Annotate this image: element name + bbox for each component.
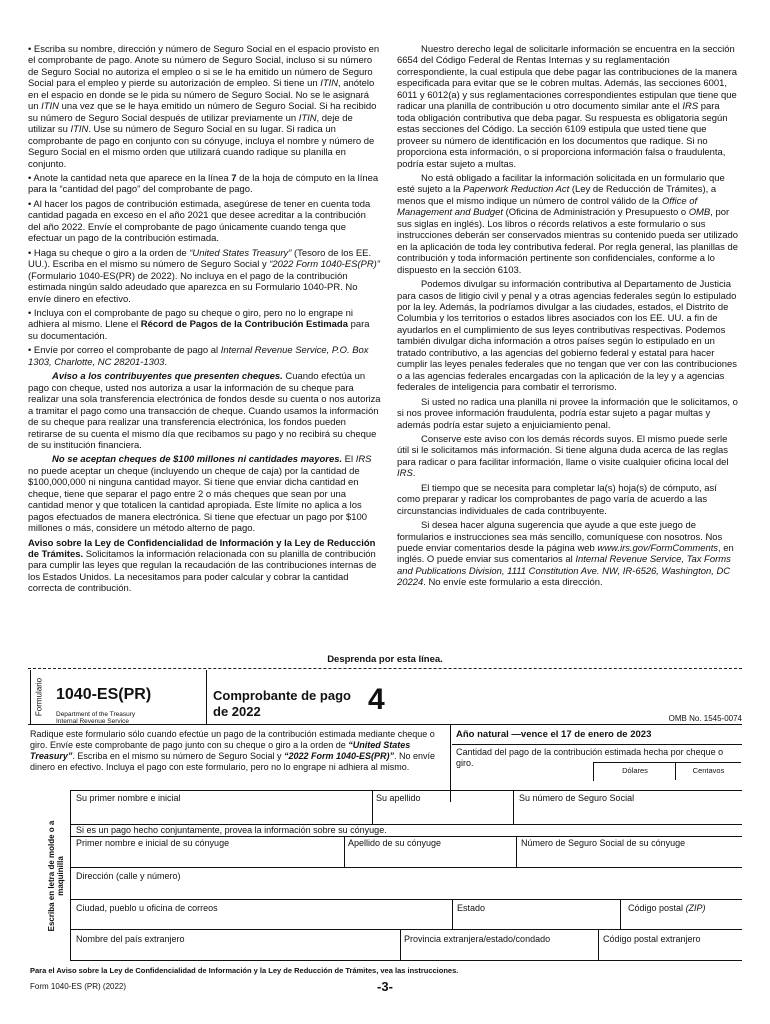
voucher-title-line2: de 2022 xyxy=(213,704,261,719)
text-run: para toda obligación contributiva que deba pagar. Su respuesta es obligatoria según estas secciones del Código. La sección 6109 estipula que usted tiene que proveer su número de identificación en los documentos que radique. Si no proporciona esta información, o si proporciona información falsa o fraudulenta, podría estar sujeto a multas. xyxy=(397,101,728,170)
text-run: Paperwork Reduction Act xyxy=(463,184,570,196)
text-run: . No envíe este formulario a esta dirección. xyxy=(423,577,603,589)
paragraph xyxy=(28,248,381,305)
text-run: (Tesoro de los EE. UU.). Escriba en el mismo su número de Seguro Social y xyxy=(28,247,372,271)
text-run: • Escriba su nombre, dirección y número de Seguro Social en el espacio provisto en el comprobante de pago. Anote su número de Seguro Social, incluso si su número de Seguro Social no autoriza el empleo o si se le ha emitido un número de Seguro Social para el empleo y pierde su autorización de empleo. Si tiene un xyxy=(28,44,380,90)
footer-form-id: Form 1040-ES (PR) (2022) xyxy=(30,982,127,991)
grid-bottom-rule xyxy=(70,960,742,961)
paragraph xyxy=(397,397,739,431)
address-field[interactable]: Dirección (calle y número) xyxy=(76,871,181,881)
foreign-postal-code-field[interactable]: Código postal extranjero xyxy=(603,934,701,944)
header-divider-left xyxy=(30,670,31,724)
paragraph xyxy=(397,520,739,589)
foreign-province-field[interactable]: Provincia extranjera/estado/condado xyxy=(404,934,551,944)
city-field[interactable]: Ciudad, pueblo u oficina de correos xyxy=(76,903,218,913)
grid-divider xyxy=(344,836,345,867)
amount-field-divider xyxy=(675,762,676,780)
text-run: El xyxy=(342,454,356,466)
grid-divider xyxy=(372,790,373,824)
text-run: Aviso a los contribuyentes que presenten cheques. xyxy=(52,371,283,383)
text-run: Récord de Pagos de la Contribución Estimada xyxy=(140,319,348,331)
paragraph xyxy=(397,44,739,170)
text-run: “United States Treasury” xyxy=(30,740,411,761)
amount-label: Cantidad del pago de la contribución estimada hecha por cheque o giro. xyxy=(456,747,724,768)
text-run: para su documentación. xyxy=(28,319,370,342)
grid-divider xyxy=(620,899,621,929)
grid-rule xyxy=(70,836,742,837)
text-run: . xyxy=(412,468,416,480)
calendar-year-due: Año natural —vence el 17 de enero de 2023 xyxy=(456,729,652,740)
text-run: 7 xyxy=(231,172,237,184)
voucher-title xyxy=(213,688,363,720)
paragraph xyxy=(28,538,381,595)
text-run: No está obligado a facilitar la información solicitada en un formulario que esté sujeto a la xyxy=(397,172,725,196)
text-run: • Incluya con el comprobante de pago su cheque o giro, pero no lo engrape ni adhiera al mismo. Llene el xyxy=(28,307,353,331)
zip-code-label: Código postal xyxy=(628,903,684,913)
grid-divider xyxy=(452,899,453,929)
text-run: • Haga su cheque o giro a la orden de xyxy=(28,247,190,259)
text-run: Radique este formulario sólo cuando efectúe un pago de la contribución estimada mediante cheque o giro. Envíe este comprobante de pago junto con su cheque o giro a la orden de xyxy=(30,729,435,750)
zip-abbr: (ZIP) xyxy=(685,903,706,913)
text-run: ITIN xyxy=(70,124,89,136)
grid-rule xyxy=(70,899,742,900)
text-run: no puede aceptar un cheque (incluyendo un cheque de caja) por la cantidad de $100,000,000 ni ninguna cantidad mayor. Si tiene que enviar dicha cantidad en cheque, tiene que separar el pago entre 2 o más cheques que sean por una cantidad menor y que totalicen la cantidad apropiada. Este límite no aplica a los pagos efectuados de manera electrónica. Si tiene que efectuar un pago por $100 millones o más, considere un método alterno de pago. xyxy=(28,465,367,535)
text-run: IRS xyxy=(355,454,372,466)
text-run: “2022 Form 1040-ES(PR)” xyxy=(283,751,395,761)
spouse-first-name-field[interactable]: Primer nombre e inicial de su cónyuge xyxy=(76,838,230,848)
text-run: Podemos divulgar su información contributiva al Departamento de Justicia para casos de litigio civil y penal y a otras agencias federales según lo estipulado por la ley. Además, la podríamos divulgar a las ciudades, estados, el Distrito de Columbia y los territorios o estados libres asociados con los EE. UU. a fin de ayudarlos en el cumplimiento de sus leyes contributivas respectivas. Podemos también divulgar dicha información a otros países según lo estipulado en un tratado contributivo, a las agencias del gobierno federal y estatal para hacer cumplir las leyes penales federales que no tengan que ver con las contribuciones o a las agencias federales encargadas con la aplicación de la ley y a agencias federales de inteligencia para combatir el terrorismo. xyxy=(397,279,737,394)
year-rule xyxy=(452,744,742,745)
text-run: Conserve este aviso con los demás récords suyos. El mismo puede serle útil si le solicitamos más información. Si tiene alguna duda acerca de las reglas para radicar o para facilitar información, llame o visite cualquier oficina local del xyxy=(397,433,729,468)
text-run: Office of Management and Budget xyxy=(397,195,698,219)
text-run: IRS xyxy=(397,468,413,480)
paragraph xyxy=(28,308,381,342)
grid-divider xyxy=(598,929,599,960)
text-run: (Oficina de Administración y Presupuesto o xyxy=(503,207,689,219)
department-label: Department of the Treasury xyxy=(56,711,136,718)
paragraph xyxy=(28,44,381,170)
text-run: IRS xyxy=(682,101,699,113)
header-bottom-rule xyxy=(28,724,742,725)
text-run: . Use su número de Seguro Social en su lugar. Si radica un comprobante de pago en conjunto con su cónyuge, incluya el nombre y número de Seguro Social en el mismo orden que utilizará cuando radique su planilla en conjunto. xyxy=(28,124,375,170)
omb-number: OMB No. 1545-0074 xyxy=(668,714,742,723)
text-run: www.irs.gov/FormComments xyxy=(597,543,719,555)
header-divider-middle xyxy=(206,670,207,724)
cut-line-label: Desprenda por esta línea. xyxy=(327,654,443,665)
text-run: una vez que se le haya emitido un número de Seguro Social. Si ha recibido su número de Seguro Social después de utilizar previamente un xyxy=(28,101,377,124)
formulario-label: Formulario xyxy=(34,677,44,717)
grid-rule xyxy=(70,929,742,930)
zip-code-field[interactable] xyxy=(628,903,706,913)
text-run: ITIN xyxy=(298,112,317,124)
cut-line xyxy=(28,668,742,669)
text-run: • Anote la cantidad neta que aparece en la línea xyxy=(28,172,232,184)
grid-left-rule xyxy=(70,790,71,960)
instructions-right-column xyxy=(397,44,739,592)
voucher-number: 4 xyxy=(368,683,385,716)
grid-divider xyxy=(516,836,517,867)
form-number: 1040-ES(PR) xyxy=(56,686,152,703)
text-run: • Al hacer los pagos de contribución estimada, asegúrese de tener en cuenta toda cantidad pagada en exceso en el año 2021 que desee acreditar a la contribución del año 2022. Envíe el comprobante de pago únicamente cuando tenga que efectuar un pago de la contribución estimada. xyxy=(28,198,371,245)
text-run: Cuando efectúa un pago con cheque, usted nos autoriza a usar la información de su cheque para realizar una sola transferencia electrónica de fondos desde su cuenta o nos autoriza a tramitar el pago como una transacción de cheque. Cuando usamos la información de su cheque para realizar una transferencia electrónica, los fondos pueden retirarse de su cuenta el mismo día que recibamos su pago y no recibirá su cheque de su institución financiera. xyxy=(28,371,381,451)
text-run: ITIN xyxy=(41,101,59,113)
paragraph xyxy=(28,345,381,368)
grid-top-rule xyxy=(70,790,742,791)
text-run: , en inglés. O puede enviar sus comentarios al xyxy=(397,543,734,566)
paragraph xyxy=(397,434,739,480)
cents-label: Centavos xyxy=(692,766,725,775)
page-number: -3- xyxy=(377,979,393,994)
paragraph xyxy=(28,173,381,196)
last-name-field[interactable]: Su apellido xyxy=(376,793,421,803)
text-run: “2022 Form 1040-ES(PR)” xyxy=(269,259,380,271)
text-run: OMB xyxy=(688,207,711,219)
text-run: Aviso sobre la Ley de Confidencialidad de Información y la Ley de Reducción de Trámites. xyxy=(28,537,376,561)
text-run: Nuestro derecho legal de solicitarle información se encuentra en la sección 6654 del Código Federal de Rentas Internas y su reglamentación correspondiente, la cual estipula que debe pagar las contribuciones de la manera especificada para evitar que se le cobren multas. Además, las secciones 6001, 6011 y 6012(a) y sus reglamentaciones correspondientes estipulan que tiene que radicar una planilla de contribución u otro documento similar ante el xyxy=(397,44,737,113)
paragraph xyxy=(397,173,739,276)
paragraph xyxy=(397,483,739,517)
text-run: . No envíe dinero en efectivo. Incluya el pago con este formulario, pero no lo engrape ni adhiera al mismo. xyxy=(30,751,436,772)
text-run: , deje de utilizar su xyxy=(28,112,353,136)
state-field[interactable]: Estado xyxy=(457,903,486,913)
paragraph xyxy=(28,454,381,534)
foreign-country-field[interactable]: Nombre del país extranjero xyxy=(76,934,185,944)
text-run: . xyxy=(164,356,168,368)
text-run: (Ley de Reducción de Trámites), a menos que el mismo indique un número de control válido de la xyxy=(397,184,717,207)
first-name-field[interactable]: Su primer nombre e inicial xyxy=(76,793,181,803)
paragraph xyxy=(28,199,381,245)
text-run: . Escriba en el mismo su número de Seguro Social y xyxy=(72,751,284,761)
voucher-instructions xyxy=(30,729,446,773)
agency-label: Internal Revenue Service xyxy=(56,718,129,725)
text-run: Si usted no radica una planilla ni provee la información que le solicitamos, o si nos provee información fraudulenta, podría estar sujeto a pagar multas y además podría estar sujeto a enjuiciamiento penal. xyxy=(397,396,738,431)
text-run: • Envíe por correo el comprobante de pago al xyxy=(28,345,221,357)
dollars-label: Dólares xyxy=(622,766,648,775)
text-run: (Formulario 1040-ES(PR) de 2022). No incluya en el pago de la contribución estimada ningún saldo adeudado que aparezca en su Formulario 1040-PR. No envíe dinero en efectivo. xyxy=(28,270,358,305)
grid-rule xyxy=(70,867,742,868)
paragraph xyxy=(28,371,381,451)
text-run: Si desea hacer alguna sugerencia que ayude a que este juego de formularios e instrucciones sea más sencillo, comuníquese con nosotros. Nos puede enviar comentarios desde la página web xyxy=(397,520,723,555)
print-or-type-label: Escriba en letra de molde o a maquinilla xyxy=(47,820,65,932)
grid-divider xyxy=(513,790,514,824)
text-run: “United States Treasury” xyxy=(189,247,292,259)
text-run: de la hoja de cómputo en la línea para la “cantidad del pago” del comprobante de pago. xyxy=(28,172,379,196)
text-run: El tiempo que se necesita para completar la(s) hoja(s) de cómputo, así como preparar y radicar los comprobantes de pago varía de acuerdo a las circunstancias individuales de cada contribuyente. xyxy=(397,482,717,517)
joint-payment-note: Si es un pago hecho conjuntamente, provea la información sobre su cónyuge. xyxy=(76,825,387,835)
text-run: ITIN xyxy=(320,78,339,90)
ssn-field[interactable]: Su número de Seguro Social xyxy=(519,793,635,803)
privacy-notice: Para el Aviso sobre la Ley de Confidencialidad de Información y la Ley de Reducción de Trámites, vea las instrucciones. xyxy=(30,966,459,975)
text-run: , por sus siglas en inglés). Los libros o récords relativos a este formulario o sus instrucciones deberán ser conservados mientras su contenido pueda ser utilizado en la aplicación de toda ley contributiva federal. Por regla general, las planillas de contribución y toda información pertinente son confidenciales, conforme a lo dispuesto en la sección 6103. xyxy=(397,207,739,276)
text-run: No se aceptan cheques de $100 millones ni cantidades mayores. xyxy=(52,454,343,466)
instructions-left-column xyxy=(28,44,381,598)
text-run: Solicitamos la información relacionada con su planilla de contribución para cumplir las leyes que regulan la recaudación de las contribuciones internas de los Estados Unidos. La necesitamos para poder calcular y cobrar la cantidad correcta de contribución. xyxy=(28,549,377,595)
text-run: Internal Revenue Service, Tax Forms and Publications Division, 1111 Constitution Ave. NW, IR-6526, Washington, DC 20224 xyxy=(397,554,731,589)
spouse-ssn-field[interactable]: Número de Seguro Social de su cónyuge xyxy=(521,838,686,848)
spouse-last-name-field[interactable]: Apellido de su cónyuge xyxy=(348,838,442,848)
paragraph xyxy=(397,279,739,394)
text-run: Internal Revenue Service, P.O. Box 1303, Charlotte, NC 28201-1303 xyxy=(28,345,369,368)
text-run: , anótelo en el espacio en donde se le pida su número de Seguro Social. No se le asignará un xyxy=(28,78,375,113)
voucher-title-line1: Comprobante de pago xyxy=(213,688,351,703)
grid-divider xyxy=(400,929,401,960)
